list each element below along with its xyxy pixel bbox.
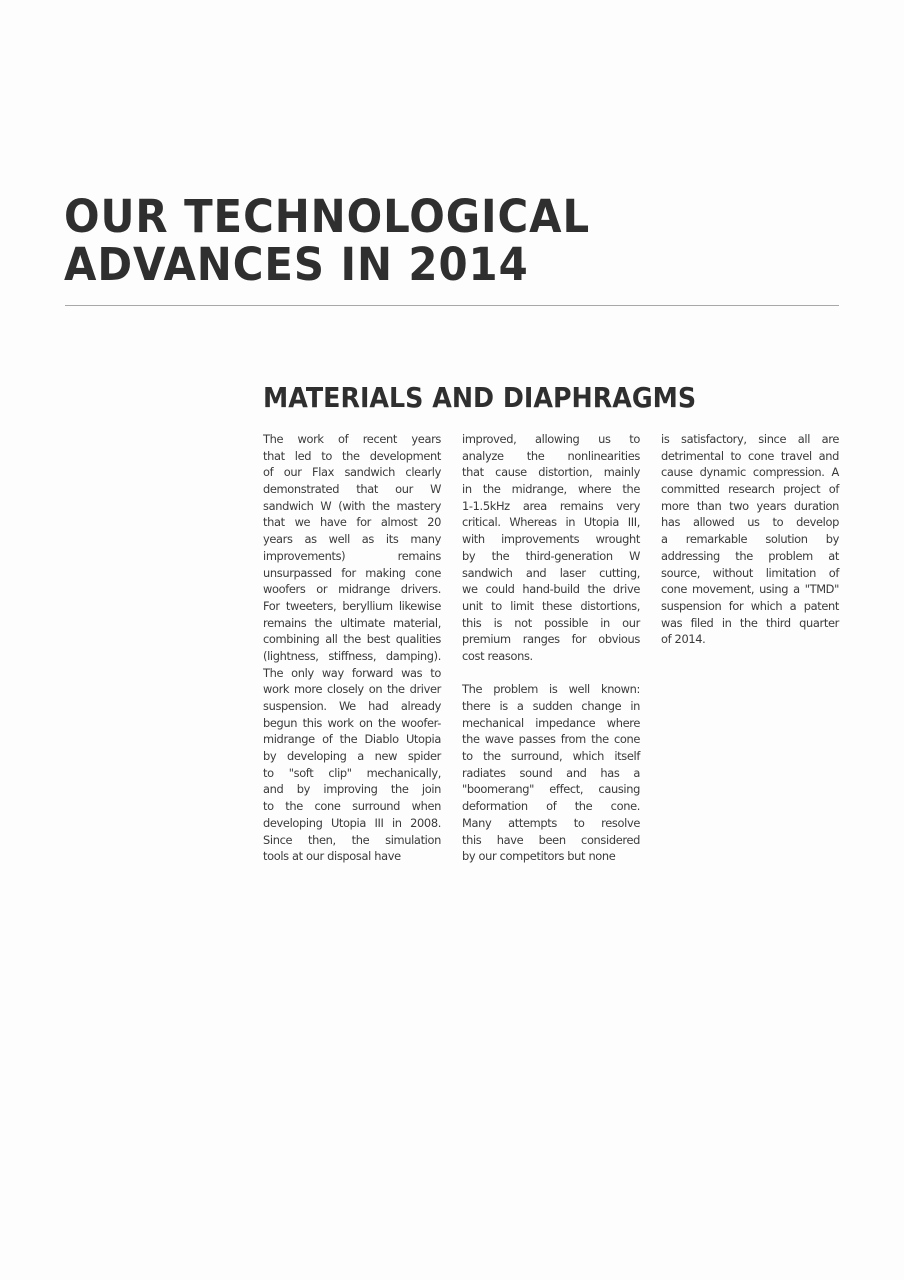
text-line: in the midrange, where the (462, 482, 640, 497)
text-line: sandwich and laser cutting, (462, 565, 640, 580)
text-line: premium ranges for obvious (462, 632, 640, 647)
text-line: work more closely on the driver (263, 682, 441, 697)
text-line: cost reasons. (462, 648, 533, 663)
text-line: more than two years duration (661, 498, 839, 513)
text-line: detrimental to cone travel and (661, 448, 839, 463)
text-line: unit to limit these distortions, (462, 598, 640, 613)
text-line: suspension for which a patent (661, 598, 839, 613)
text-line: with improvements wrought (462, 532, 640, 547)
text-line: suspension. We had already (263, 699, 441, 713)
text-line: this have been considered (462, 832, 640, 847)
text-line: The problem is well known: (462, 682, 640, 697)
text-line: 1-1.5kHz area remains very (462, 498, 640, 513)
section-heading: MATERIALS AND DIAPHRAGMS (263, 381, 697, 414)
text-line: to the cone surround when (263, 799, 441, 814)
text-line: the wave passes from the cone (462, 732, 640, 747)
text-line: that cause distortion, mainly (462, 465, 640, 480)
text-line: a remarkable solution by (661, 532, 839, 547)
text-line: committed research project of (661, 482, 839, 497)
text-line: Since then, the simulation (263, 832, 441, 847)
text-line: is satisfactory, since all are (661, 432, 839, 446)
text-line: midrange of the Diablo Utopia (263, 732, 441, 747)
text-line: woofers or midrange drivers. (263, 582, 441, 597)
text-line: cause dynamic compression. A (661, 465, 839, 480)
text-line: years as well as its many (263, 532, 441, 547)
text-line: Many attempts to resolve (462, 815, 640, 830)
text-column-1 (263, 431, 441, 865)
text-line: that led to the development (263, 448, 441, 463)
text-line: tools at our disposal have (263, 849, 401, 864)
text-line: radiates sound and has a (462, 765, 640, 780)
title-divider (65, 305, 839, 306)
text-line: developing Utopia III in 2008. (263, 815, 441, 830)
text-line: that we have for almost 20 (263, 515, 441, 530)
text-line: has allowed us to develop (661, 515, 839, 530)
text-line: demonstrated that our W (263, 482, 441, 497)
text-line: mechanical impedance where (462, 715, 640, 730)
text-line: by developing a new spider (263, 749, 441, 764)
text-line: was filed in the third quarter (661, 615, 839, 630)
text-line: critical. Whereas in Utopia III, (462, 515, 640, 530)
text-line: improvements) remains (263, 548, 441, 563)
text-line: unsurpassed for making cone (263, 565, 441, 580)
text-column-3 (661, 431, 839, 648)
text-line: source, without limitation of (661, 565, 839, 580)
text-column-2 (462, 431, 640, 865)
text-line: to "soft clip" mechanically, (263, 765, 441, 780)
text-line: and by improving the join (263, 782, 441, 797)
text-line: of 2014. (661, 632, 706, 647)
page-title-line-1: OUR TECHNOLOGICAL (64, 190, 591, 243)
text-line: by the third-generation W (462, 548, 640, 563)
text-line: remains the ultimate material, (263, 615, 441, 630)
text-line: For tweeters, beryllium likewise (263, 598, 441, 613)
text-line: cone movement, using a "TMD" (661, 582, 839, 597)
text-line: begun this work on the woofer- (263, 715, 441, 730)
text-line: this is not possible in our (462, 615, 640, 630)
body-paragraph (462, 681, 640, 865)
text-line: (lightness, stiffness, damping). (263, 648, 441, 663)
text-line: there is a sudden change in (462, 699, 640, 713)
page-title-line-2: ADVANCES IN 2014 (64, 238, 529, 291)
text-line: we could hand-build the drive (462, 582, 640, 597)
text-line: addressing the problem at (661, 548, 839, 563)
text-line: improved, allowing us to (462, 432, 640, 446)
text-line: to the surround, which itself (462, 749, 640, 764)
text-line: deformation of the cone. (462, 799, 640, 814)
page-title (64, 190, 591, 291)
text-line: combining all the best qualities (263, 632, 441, 647)
text-line: of our Flax sandwich clearly (263, 465, 441, 480)
body-paragraph (462, 431, 640, 665)
body-paragraph (661, 431, 839, 648)
text-line: by our competitors but none (462, 849, 616, 864)
text-line: The work of recent years (263, 432, 441, 446)
text-line: analyze the nonlinearities (462, 448, 640, 463)
text-line: sandwich W (with the mastery (263, 498, 441, 513)
body-paragraph (263, 431, 441, 865)
text-line: The only way forward was to (263, 665, 441, 680)
text-line: "boomerang" effect, causing (462, 782, 640, 797)
